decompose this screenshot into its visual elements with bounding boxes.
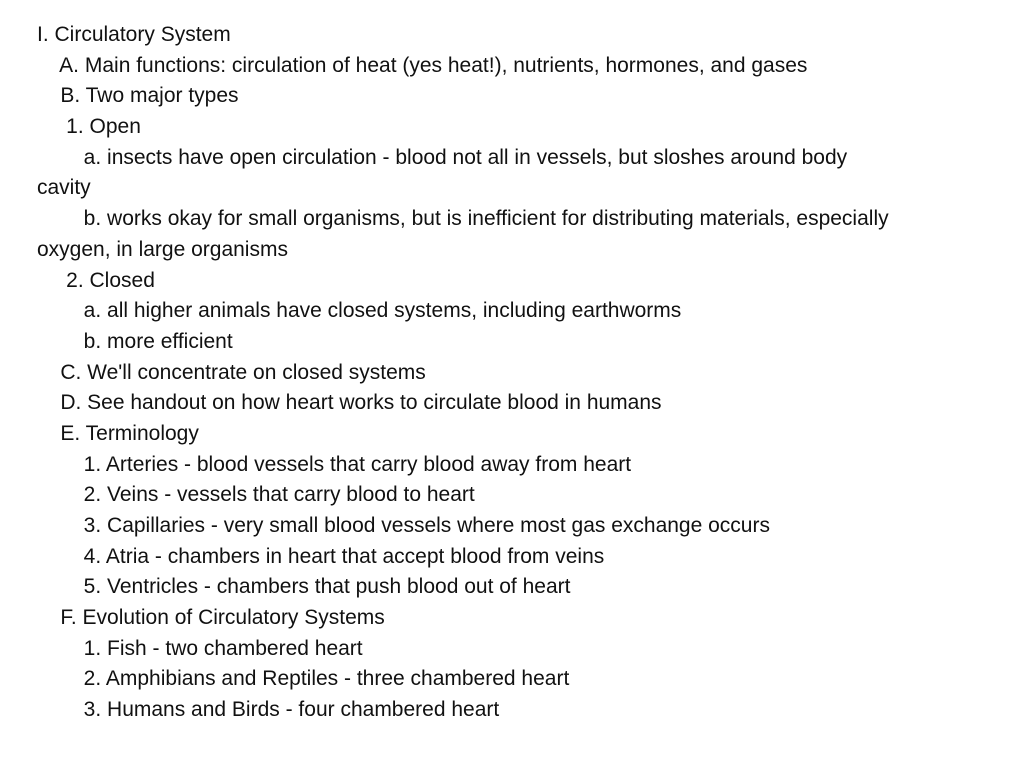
outline-point-open-b-wrap: oxygen, in large organisms [37, 237, 288, 261]
outline-point-open-b: b. works okay for small organisms, but is inefficient for distributing materials, especially [37, 207, 889, 231]
evolution-item: 3. Humans and Birds - four chambered heart [37, 698, 500, 722]
outline-heading: I. Circulatory System [37, 23, 231, 46]
outline-point-open-a-wrap: cavity [37, 176, 91, 200]
outline-item-d: D. See handout on how heart works to circulate blood in humans [37, 391, 662, 415]
terminology-item: 1. Arteries - blood vessels that carry blood away from heart [37, 452, 632, 476]
outline-subitem-closed: 2. Closed [37, 268, 155, 292]
terminology-item: 5. Ventricles - chambers that push blood out of heart [37, 575, 571, 599]
terminology-item: 3. Capillaries - very small blood vessels where most gas exchange occurs [37, 514, 770, 537]
outline-item-e: E. Terminology [37, 421, 199, 445]
outline-item-c: C. We'll concentrate on closed systems [37, 360, 426, 384]
outline-item-f: F. Evolution of Circulatory Systems [37, 606, 385, 630]
outline-point-closed-a: a. all higher animals have closed systems, including earthworms [37, 299, 682, 323]
evolution-item: 1. Fish - two chambered heart [37, 636, 363, 660]
outline-item-a: A. Main functions: circulation of heat (yes heat!), nutrients, hormones, and gases [37, 53, 808, 77]
outline-item-b: B. Two major types [37, 84, 239, 108]
terminology-item: 2. Veins - vessels that carry blood to heart [37, 483, 475, 507]
evolution-item: 2. Amphibians and Reptiles - three chambered heart [37, 667, 570, 691]
outline-point-closed-b: b. more efficient [37, 329, 233, 353]
terminology-item: 4. Atria - chambers in heart that accept blood from veins [37, 544, 605, 568]
outline-subitem-open: 1. Open [37, 115, 141, 139]
slide-body [37, 20, 997, 750]
outline-point-open-a: a. insects have open circulation - blood not all in vessels, but sloshes around body [37, 145, 848, 169]
